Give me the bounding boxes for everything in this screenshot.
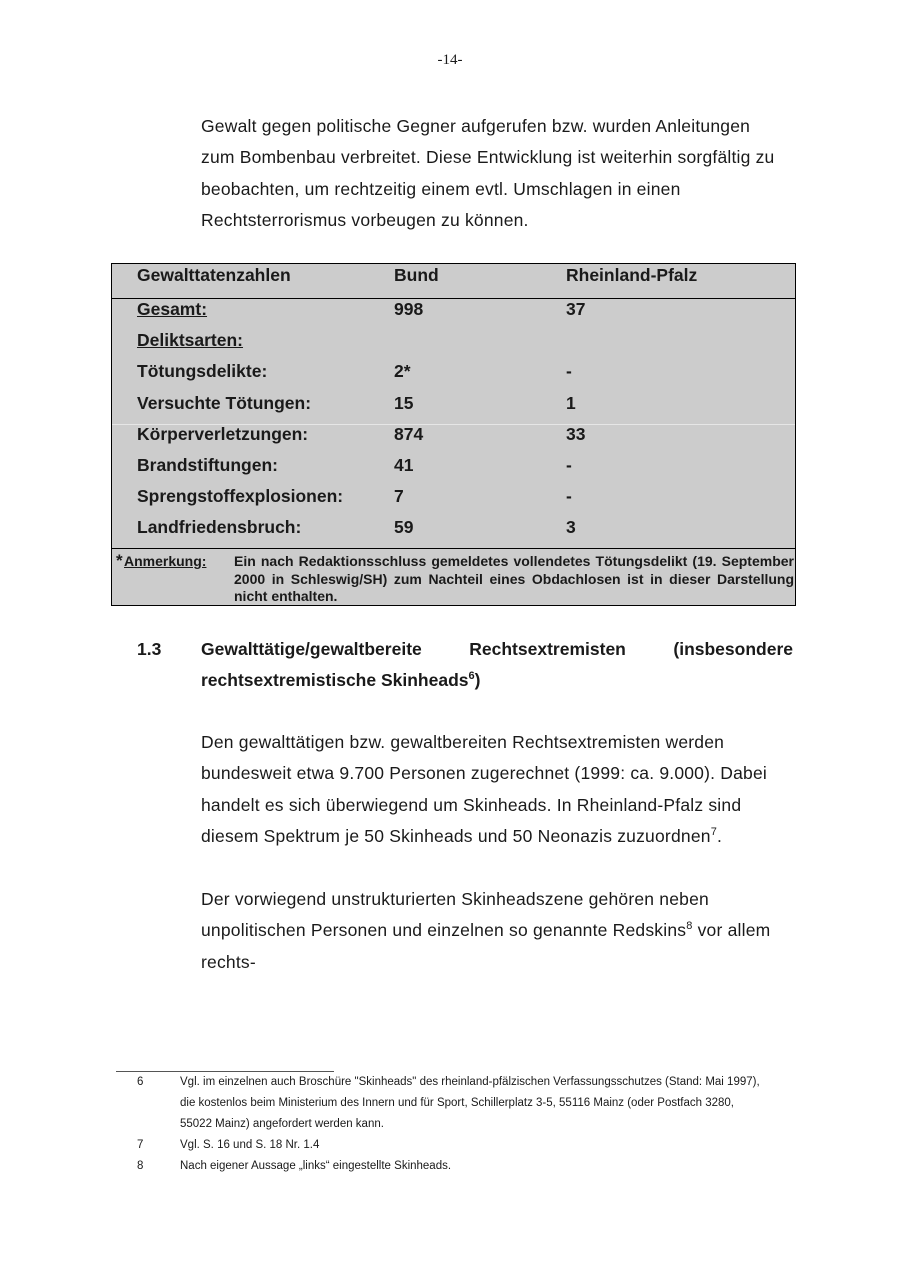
row-bund: 874 [394, 424, 424, 444]
section-title-end: ) [474, 670, 481, 691]
table-header [112, 264, 795, 299]
note-text: Ein nach Redaktionsschluss gemeldetes vollendetes Tötungsdelikt (19. September 2000 in Schleswig/SH) zum Nachteil eines Obdachlosen ist in dieser Darstellung nicht enthalten. [234, 553, 794, 604]
footnote-number: 8 [137, 1160, 144, 1172]
row-label: Körperverletzungen: [137, 424, 309, 444]
row-label: Landfriedensbruch: [137, 517, 302, 537]
row-bund: 7 [394, 486, 404, 506]
row-label: Brandstiftungen: [137, 455, 278, 475]
row-label: Tötungsdelikte: [137, 361, 268, 381]
text-line: bundesweit etwa 9.700 Personen zugerechnet (1999: ca. 9.000). Dabei [201, 763, 767, 784]
footnote-line: 55022 Mainz) angefordert werden kann. [180, 1118, 384, 1130]
section-title-text: Gewalttätige/gewaltbereite Rechtsextremisten (insbesondere rechtsextremistische Skinheads [201, 639, 793, 691]
footnote-ref[interactable]: 8 [686, 920, 693, 933]
row-bund: 2* [394, 361, 411, 381]
row-rlp: - [566, 361, 572, 381]
row-rlp: - [566, 455, 572, 475]
row-label: Gesamt: [137, 299, 208, 319]
note-label: Anmerkung: [124, 553, 207, 569]
row-label: Versuchte Tötungen: [137, 393, 312, 413]
footnote-line: Vgl. im einzelnen auch Broschüre "Skinheads" des rheinland-pfälzischen Verfassungsschutzes (Stand: Mai 1997), [180, 1076, 760, 1088]
violence-statistics-table [111, 263, 796, 606]
footnote-line: Nach eigener Aussage „links“ eingestellte Skinheads. [180, 1160, 452, 1172]
row-bund: 15 [394, 393, 414, 413]
text-line: Rechtsterrorismus vorbeugen zu können. [201, 209, 529, 230]
text-line: rechts- [201, 951, 256, 972]
row-label: Sprengstoffexplosionen: [137, 486, 344, 506]
text-span: . [717, 825, 723, 846]
section-number: 1.3 [137, 639, 162, 659]
row-label: Deliktsarten: [137, 330, 244, 350]
row-bund: 59 [394, 517, 414, 537]
footnote-line: die kostenlos beim Ministerium des Innern und für Sport, Schillerplatz 3-5, 55116 Mainz (oder Postfach 3280, [180, 1097, 734, 1109]
paragraph-skinhead-scene [201, 884, 793, 978]
footnote-number: 6 [137, 1076, 144, 1088]
text-line: beobachten, um rechtzeitig einem evtl. Umschlagen in einen [201, 178, 681, 199]
text-line: handelt es sich überwiegend um Skinheads. In Rheinland-Pfalz sind [201, 794, 742, 815]
row-rlp: 37 [566, 299, 586, 319]
footnote-ref[interactable]: 6 [468, 670, 475, 683]
footnote-number: 7 [137, 1139, 144, 1151]
text-span: unpolitischen Personen und einzelnen so genannte Redskins [201, 920, 687, 941]
header-bund: Bund [394, 265, 439, 285]
text-line [201, 821, 793, 852]
header-rheinland-pfalz: Rheinland-Pfalz [566, 265, 698, 285]
text-line [201, 915, 793, 946]
footnote-ref[interactable]: 7 [710, 825, 718, 838]
text-span: diesem Spektrum je 50 Skinheads und 50 Neonazis zuzuordnen [201, 825, 711, 846]
text-line: Den gewalttätigen bzw. gewaltbereiten Rechtsextremisten werden [201, 732, 725, 752]
row-rlp: 1 [566, 393, 576, 413]
text-line: Gewalt gegen politische Gegner aufgerufen bzw. wurden Anleitungen [201, 116, 751, 136]
text-line: zum Bombenbau verbreitet. Diese Entwicklung ist weiterhin sorgfältig zu [201, 147, 775, 168]
table-note [112, 548, 795, 607]
text-span: vor allem [692, 920, 771, 941]
footnote-line: Vgl. S. 16 und S. 18 Nr. 1.4 [180, 1139, 320, 1151]
row-bund: 998 [394, 299, 424, 319]
row-rlp: 3 [566, 517, 576, 537]
intro-paragraph [201, 111, 793, 236]
row-bund: 41 [394, 455, 414, 475]
note-asterisk: * [116, 551, 123, 570]
section-title [201, 634, 793, 697]
row-rlp: 33 [566, 424, 586, 444]
header-gewalttatenzahlen: Gewalttatenzahlen [137, 265, 291, 285]
page-number: -14- [437, 52, 463, 68]
row-rlp: - [566, 486, 572, 506]
text-line: Der vorwiegend unstrukturierten Skinheadszene gehören neben [201, 889, 709, 909]
paragraph-skinheads-count [201, 727, 793, 852]
